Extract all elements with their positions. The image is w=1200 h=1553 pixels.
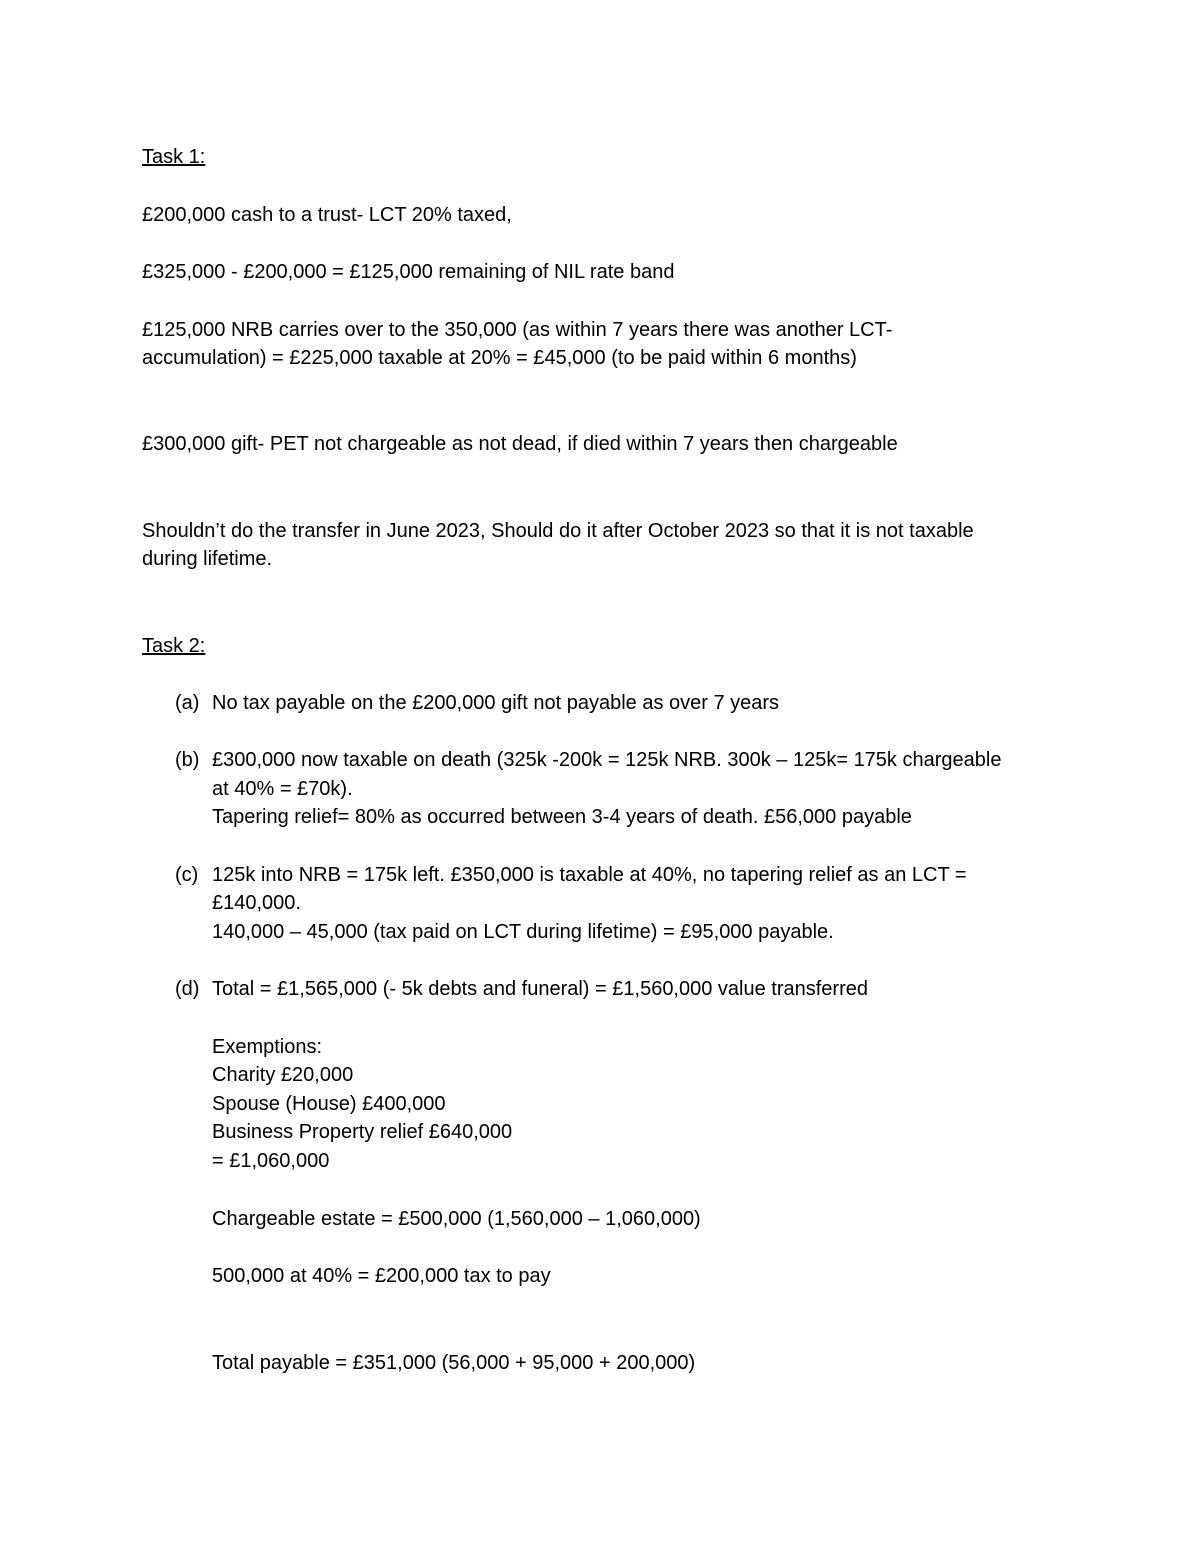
exemptions-heading: Exemptions: [212,1036,323,1058]
task2-heading: Task 2: [142,635,206,657]
item-c-line-3: 140,000 – 45,000 (tax paid on LCT during lifetime) = £95,000 payable. [212,921,834,943]
task1-paragraph-5-line-1: Shouldn’t do the transfer in June 2023, Should do it after October 2023 so that it is not taxable [142,520,974,542]
tax-to-pay: 500,000 at 40% = £200,000 tax to pay [212,1265,551,1287]
exemption-charity: Charity £20,000 [212,1064,354,1086]
item-c-label: (c) [175,864,199,886]
item-c-line-1: 125k into NRB = 175k left. £350,000 is taxable at 40%, no tapering relief as an LCT = [212,864,967,886]
item-d-label: (d) [175,978,200,1000]
item-b-label: (b) [175,749,200,771]
chargeable-estate: Chargeable estate = £500,000 (1,560,000 – 1,060,000) [212,1208,701,1230]
item-b-line-2: at 40% = £70k). [212,778,353,800]
item-d-line-1: Total = £1,565,000 (- 5k debts and funeral) = £1,560,000 value transferred [212,978,868,1000]
task1-paragraph-3-line-2: accumulation) = £225,000 taxable at 20% = £45,000 (to be paid within 6 months) [142,347,857,369]
item-a-line-1: No tax payable on the £200,000 gift not payable as over 7 years [212,692,780,714]
exemptions-total: = £1,060,000 [212,1150,330,1172]
task1-paragraph-5-line-2: during lifetime. [142,548,273,570]
task1-paragraph-2: £325,000 - £200,000 = £125,000 remaining of NIL rate band [142,261,675,283]
task1-paragraph-4: £300,000 gift- PET not chargeable as not dead, if died within 7 years then chargeable [142,433,898,455]
exemption-spouse: Spouse (House) £400,000 [212,1093,446,1115]
task1-paragraph-1: £200,000 cash to a trust- LCT 20% taxed, [142,204,512,226]
item-c-line-2: £140,000. [212,892,301,914]
task1-paragraph-3-line-1: £125,000 NRB carries over to the 350,000 (as within 7 years there was another LCT- [142,319,893,341]
item-a-label: (a) [175,692,200,714]
task1-heading: Task 1: [142,146,206,168]
total-payable: Total payable = £351,000 (56,000 + 95,000 + 200,000) [212,1352,696,1374]
item-b-line-1: £300,000 now taxable on death (325k -200k = 125k NRB. 300k – 125k= 175k chargeable [212,749,1002,771]
item-b-line-3: Tapering relief= 80% as occurred between 3-4 years of death. £56,000 payable [212,806,912,828]
exemption-business-property: Business Property relief £640,000 [212,1121,513,1143]
